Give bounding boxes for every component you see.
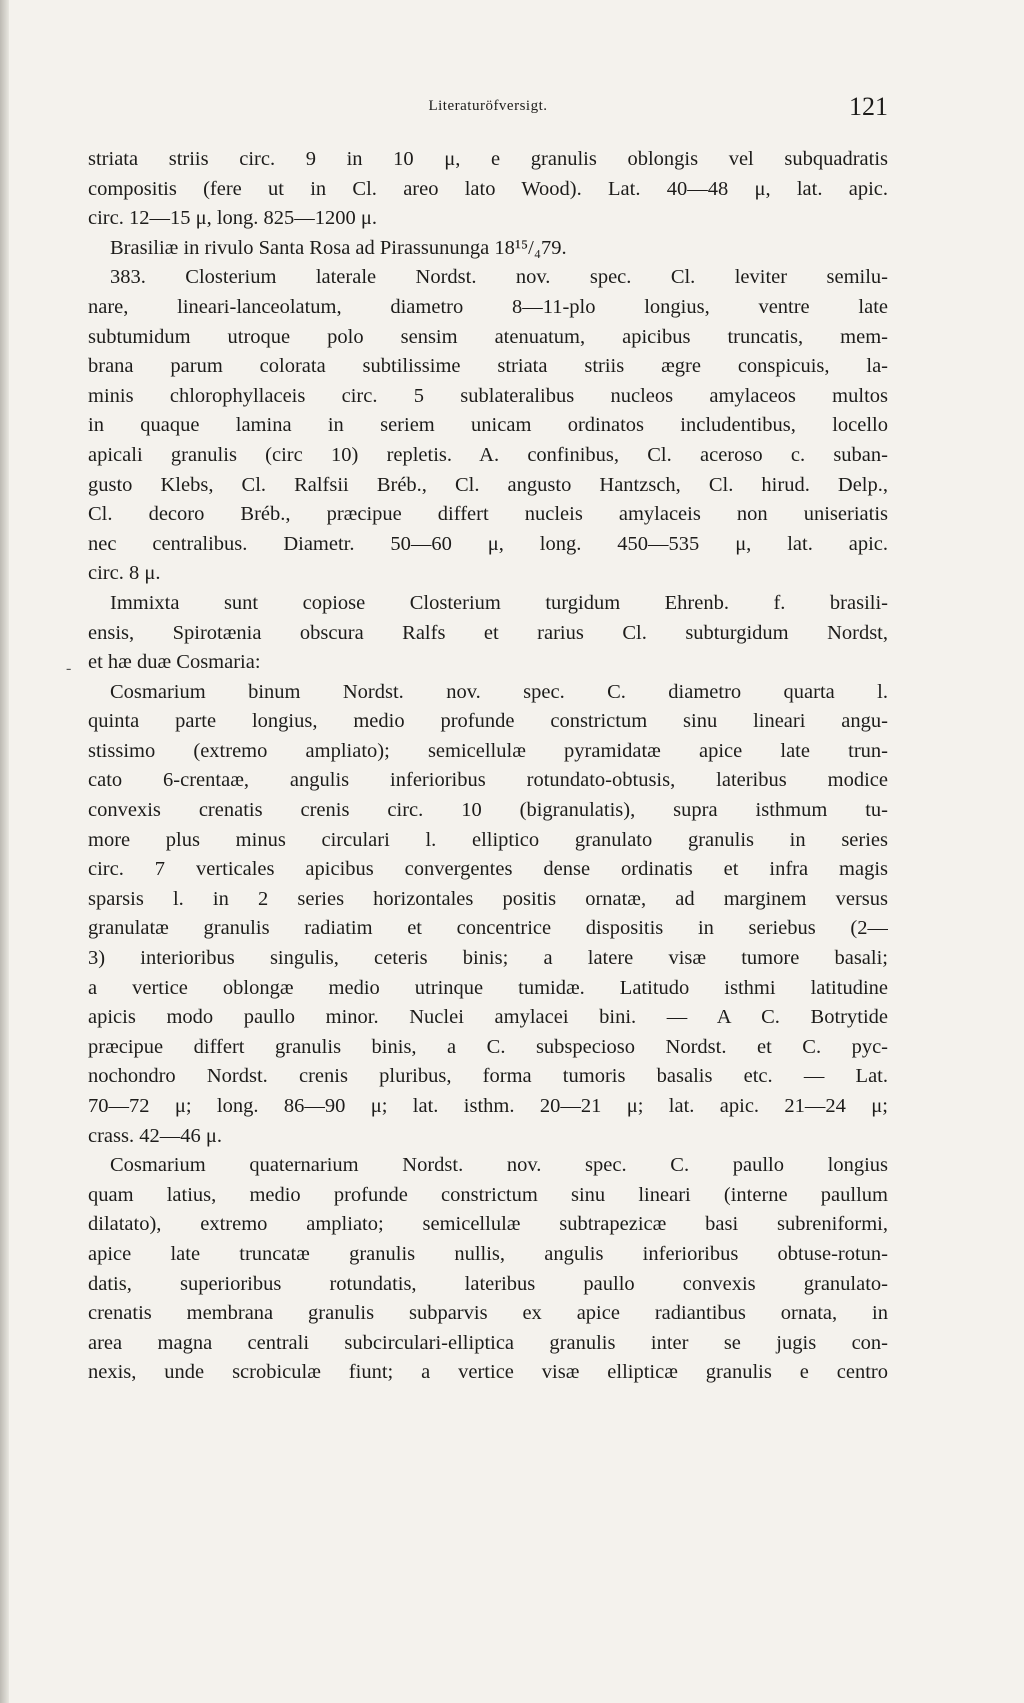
text-line: Immixta sunt copiose Closterium turgidum Ehrenb. f. brasili- [110,591,888,614]
text-line: sparsis l. in 2 series horizontales positis ornatæ, ad marginem versus [88,887,888,910]
text-line: crenatis membrana granulis subparvis ex apice radiantibus ornata, in [88,1302,888,1325]
text-line: a vertice oblongæ medio utrinque tumidæ. Latitudo isthmi latitudine [88,976,888,999]
text-line: datis, superioribus rotundatis, lateribus paullo convexis granulato- [88,1272,888,1295]
text-line: stissimo (extremo ampliato); semicellulæ pyramidatæ apice late trun- [88,739,888,762]
text-line: striata striis circ. 9 in 10 μ, e granulis oblongis vel subquadratis [88,148,888,170]
text-line: brana parum colorata subtilissime striata striis ægre conspicuis, la- [88,355,888,378]
text-line: et hæ duæ Cosmaria: [88,651,261,674]
text-line: nexis, unde scrobiculæ fiunt; a vertice visæ ellipticæ granulis e centro [88,1361,888,1384]
text-line: dilatato), extremo ampliato; semicellulæ subtrapezicæ basi subreniformi, [88,1213,888,1236]
text-line: nec centralibus. Diametr. 50—60 μ, long. 450—535 μ, lat. apic. [88,532,888,555]
text-line: 70—72 μ; long. 86—90 μ; lat. isthm. 20—21 μ; lat. apic. 21—24 μ; [88,1095,888,1117]
text-line: more plus minus circulari l. elliptico granulato granulis in series [88,828,888,851]
text-line: in quaque lamina in seriem unicam ordinatos includentibus, locello [88,414,888,437]
text-line: Brasiliæ in rivulo Santa Rosa ad Pirassununga 18¹⁵/₄79. [110,236,567,259]
text-line: gusto Klebs, Cl. Ralfsii Bréb., Cl. angusto Hantzsch, Cl. hirud. Delp., [88,473,888,496]
running-title: Literaturöfversigt. [428,98,548,114]
text-line: granulatæ granulis radiatim et concentrice dispositis in seriebus (2— [88,917,888,940]
text-line: circ. 8 μ. [88,562,161,585]
text-line: quam latius, medio profunde constrictum sinu lineari (interne paullum [88,1183,888,1206]
text-line: nare, lineari-lanceolatum, diametro 8—11-plo longius, ventre late [88,295,888,318]
text-line: subtumidum utroque polo sensim atenuatum, apicibus truncatis, mem- [88,325,888,348]
text-line: Cosmarium binum Nordst. nov. spec. C. diametro quarta l. [110,680,888,703]
text-line: compositis (fere ut in Cl. areo lato Wood). Lat. 40—48 μ, lat. apic. [88,177,888,200]
body-text [88,145,888,1388]
running-head [88,92,888,124]
text-line: Cosmarium quaternarium Nordst. nov. spec. C. paullo longius [110,1154,888,1177]
page-number: 121 [849,92,888,121]
text-line: circ. 12—15 μ, long. 825—1200 μ. [88,207,378,230]
text-line: area magna centrali subcirculari-elliptica granulis inter se jugis con- [88,1331,888,1354]
text-line: 383. Closterium laterale Nordst. nov. spec. Cl. leviter semilu- [110,266,888,289]
margin-mark: - [66,660,72,677]
text-line: convexis crenatis crenis circ. 10 (bigranulatis), supra isthmum tu- [88,799,888,822]
text-line: apicali granulis (circ 10) repletis. A. confinibus, Cl. aceroso c. suban- [88,443,888,466]
text-line: minis chlorophyllaceis circ. 5 sublateralibus nucleos amylaceos multos [88,384,888,407]
text-line: apice late truncatæ granulis nullis, angulis inferioribus obtuse-rotun- [88,1242,888,1265]
text-line: circ. 7 verticales apicibus convergentes dense ordinatis et infra magis [88,858,888,881]
text-line: ensis, Spirotænia obscura Ralfs et rarius Cl. subturgidum Nordst, [88,621,888,644]
text-line: quinta parte longius, medio profunde constrictum sinu lineari angu- [88,710,888,733]
text-line: præcipue differt granulis binis, a C. subspecioso Nordst. et C. pyc- [88,1035,888,1058]
text-line: cato 6-crentaæ, angulis inferioribus rotundato-obtusis, lateribus modice [88,769,888,792]
text-line: 3) interioribus singulis, ceteris binis; a latere visæ tumore basali; [88,947,888,970]
text-line: apicis modo paullo minor. Nuclei amylacei bini. — A C. Botrytide [88,1006,888,1029]
page-edge [0,0,9,1703]
text-line: crass. 42—46 μ. [88,1124,222,1147]
text-line: nochondro Nordst. crenis pluribus, forma tumoris basalis etc. — Lat. [88,1065,888,1088]
text-line: Cl. decoro Bréb., præcipue differt nucleis amylaceis non uniseriatis [88,503,888,526]
